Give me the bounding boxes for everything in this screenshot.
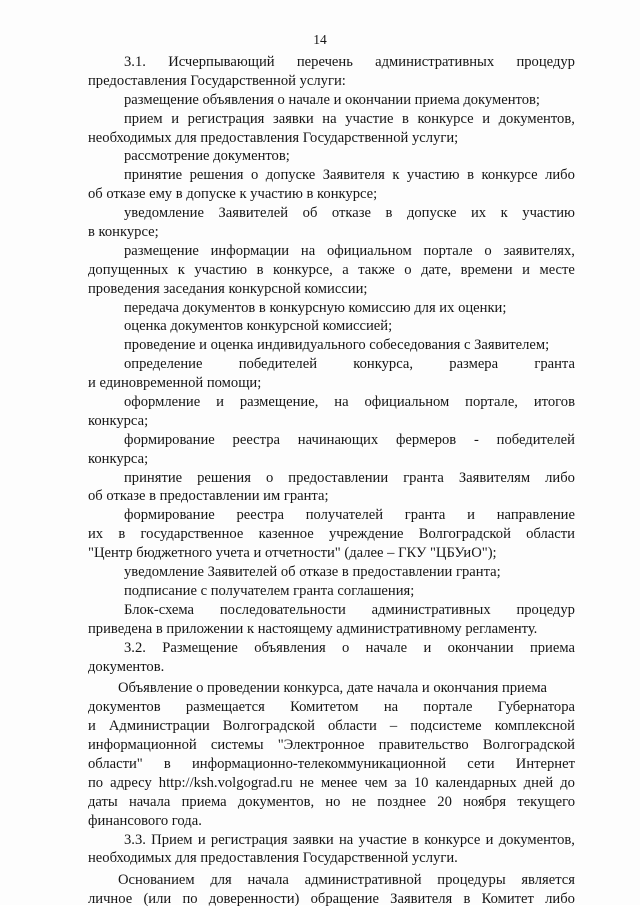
text-line: об отказе в предоставлении им гранта; — [88, 488, 329, 505]
text-line: уведомление Заявителей об отказе в допуске их к участию — [124, 205, 575, 222]
text-line: документов размещается Комитетом на портале Губернатора — [88, 699, 575, 716]
text-line: передача документов в конкурсную комиссию для их оценки; — [124, 299, 507, 316]
text-line: личное (или по доверенности) обращение Заявителя в Комитет либо — [88, 891, 575, 908]
text-line: проведение и оценка индивидуального собеседования с Заявителем; — [124, 337, 550, 354]
text-line: размещение информации на официальном портале о заявителях, — [124, 242, 575, 259]
text-line: определение победителей конкурса, размера гранта — [124, 356, 575, 373]
text-line: 3.2. Размещение объявления о начале и окончании приема — [124, 639, 575, 656]
text-line: принятие решения о допуске Заявителя к участию в конкурсе либо — [124, 167, 575, 184]
text-line: прием и регистрация заявки на участие в конкурсе и документов, — [124, 110, 575, 127]
text-line: проведения заседания конкурсной комиссии; — [88, 280, 368, 297]
text-line: документов. — [88, 658, 165, 675]
text-line: об отказе ему в допуске к участию в конкурсе; — [88, 186, 378, 203]
text-line: допущенных к участию в конкурсе, а также о дате, времени и месте — [88, 261, 575, 278]
text-line: подписание с получателем гранта соглашения; — [124, 582, 415, 599]
text-line: конкурса; — [88, 450, 149, 467]
text-line: Блок-схема последовательности административных процедур — [124, 601, 575, 618]
text-line: размещение объявления о начале и окончании приема документов; — [124, 91, 540, 108]
document-body — [88, 53, 575, 909]
text-line: финансового года. — [88, 812, 202, 829]
text-line: 3.1. Исчерпывающий перечень административных процедур — [124, 54, 575, 70]
text-line: 3.3. Прием и регистрация заявки на участие в конкурсе и документов, — [124, 831, 575, 848]
text-line: оценка документов конкурсной комиссией; — [124, 318, 393, 335]
text-line: информационной системы "Электронное правительство Волгоградской — [88, 737, 575, 754]
text-line: формирование реестра получателей гранта и направление — [124, 507, 575, 524]
text-line: Основанием для начала административной процедуры является — [118, 872, 575, 889]
text-line: и Администрации Волгоградской области – подсистеме комплексной — [88, 718, 575, 735]
text-line: по адресу http://ksh.volgograd.ru не менее чем за 10 календарных дней до — [88, 774, 575, 791]
text-line: конкурса; — [88, 412, 149, 429]
text-line: "Центр бюджетного учета и отчетности" (далее – ГКУ "ЦБУиО"); — [88, 545, 497, 562]
page-number: 14 — [313, 32, 327, 47]
text-line: оформление и размещение, на официальном портале, итогов — [124, 394, 575, 411]
text-line: предоставления Государственной услуги: — [88, 72, 346, 89]
text-line: их в государственное казенное учреждение Волгоградской области — [88, 526, 575, 543]
text-line: области" в информационно-телекоммуникационной сети Интернет — [88, 755, 575, 772]
text-line: в конкурсе; — [88, 224, 159, 241]
text-line: формирование реестра начинающих фермеров - победителей — [124, 431, 575, 448]
text-line: даты начала приема документов, но не позднее 20 ноября текущего — [88, 793, 575, 810]
text-line: необходимых для предоставления Государственной услуги. — [88, 850, 458, 867]
text-line: и единовременной помощи; — [88, 375, 262, 392]
text-line: уведомление Заявителей об отказе в предоставлении гранта; — [124, 564, 501, 581]
text-line: рассмотрение документов; — [124, 148, 290, 165]
text-line: приведена в приложении к настоящему административному регламенту. — [88, 620, 538, 637]
text-line: Объявление о проведении конкурса, дате начала и окончания приема — [118, 680, 547, 697]
text-line: принятие решения о предоставлении гранта Заявителям либо — [124, 469, 575, 486]
text-line: необходимых для предоставления Государственной услуги; — [88, 129, 459, 146]
